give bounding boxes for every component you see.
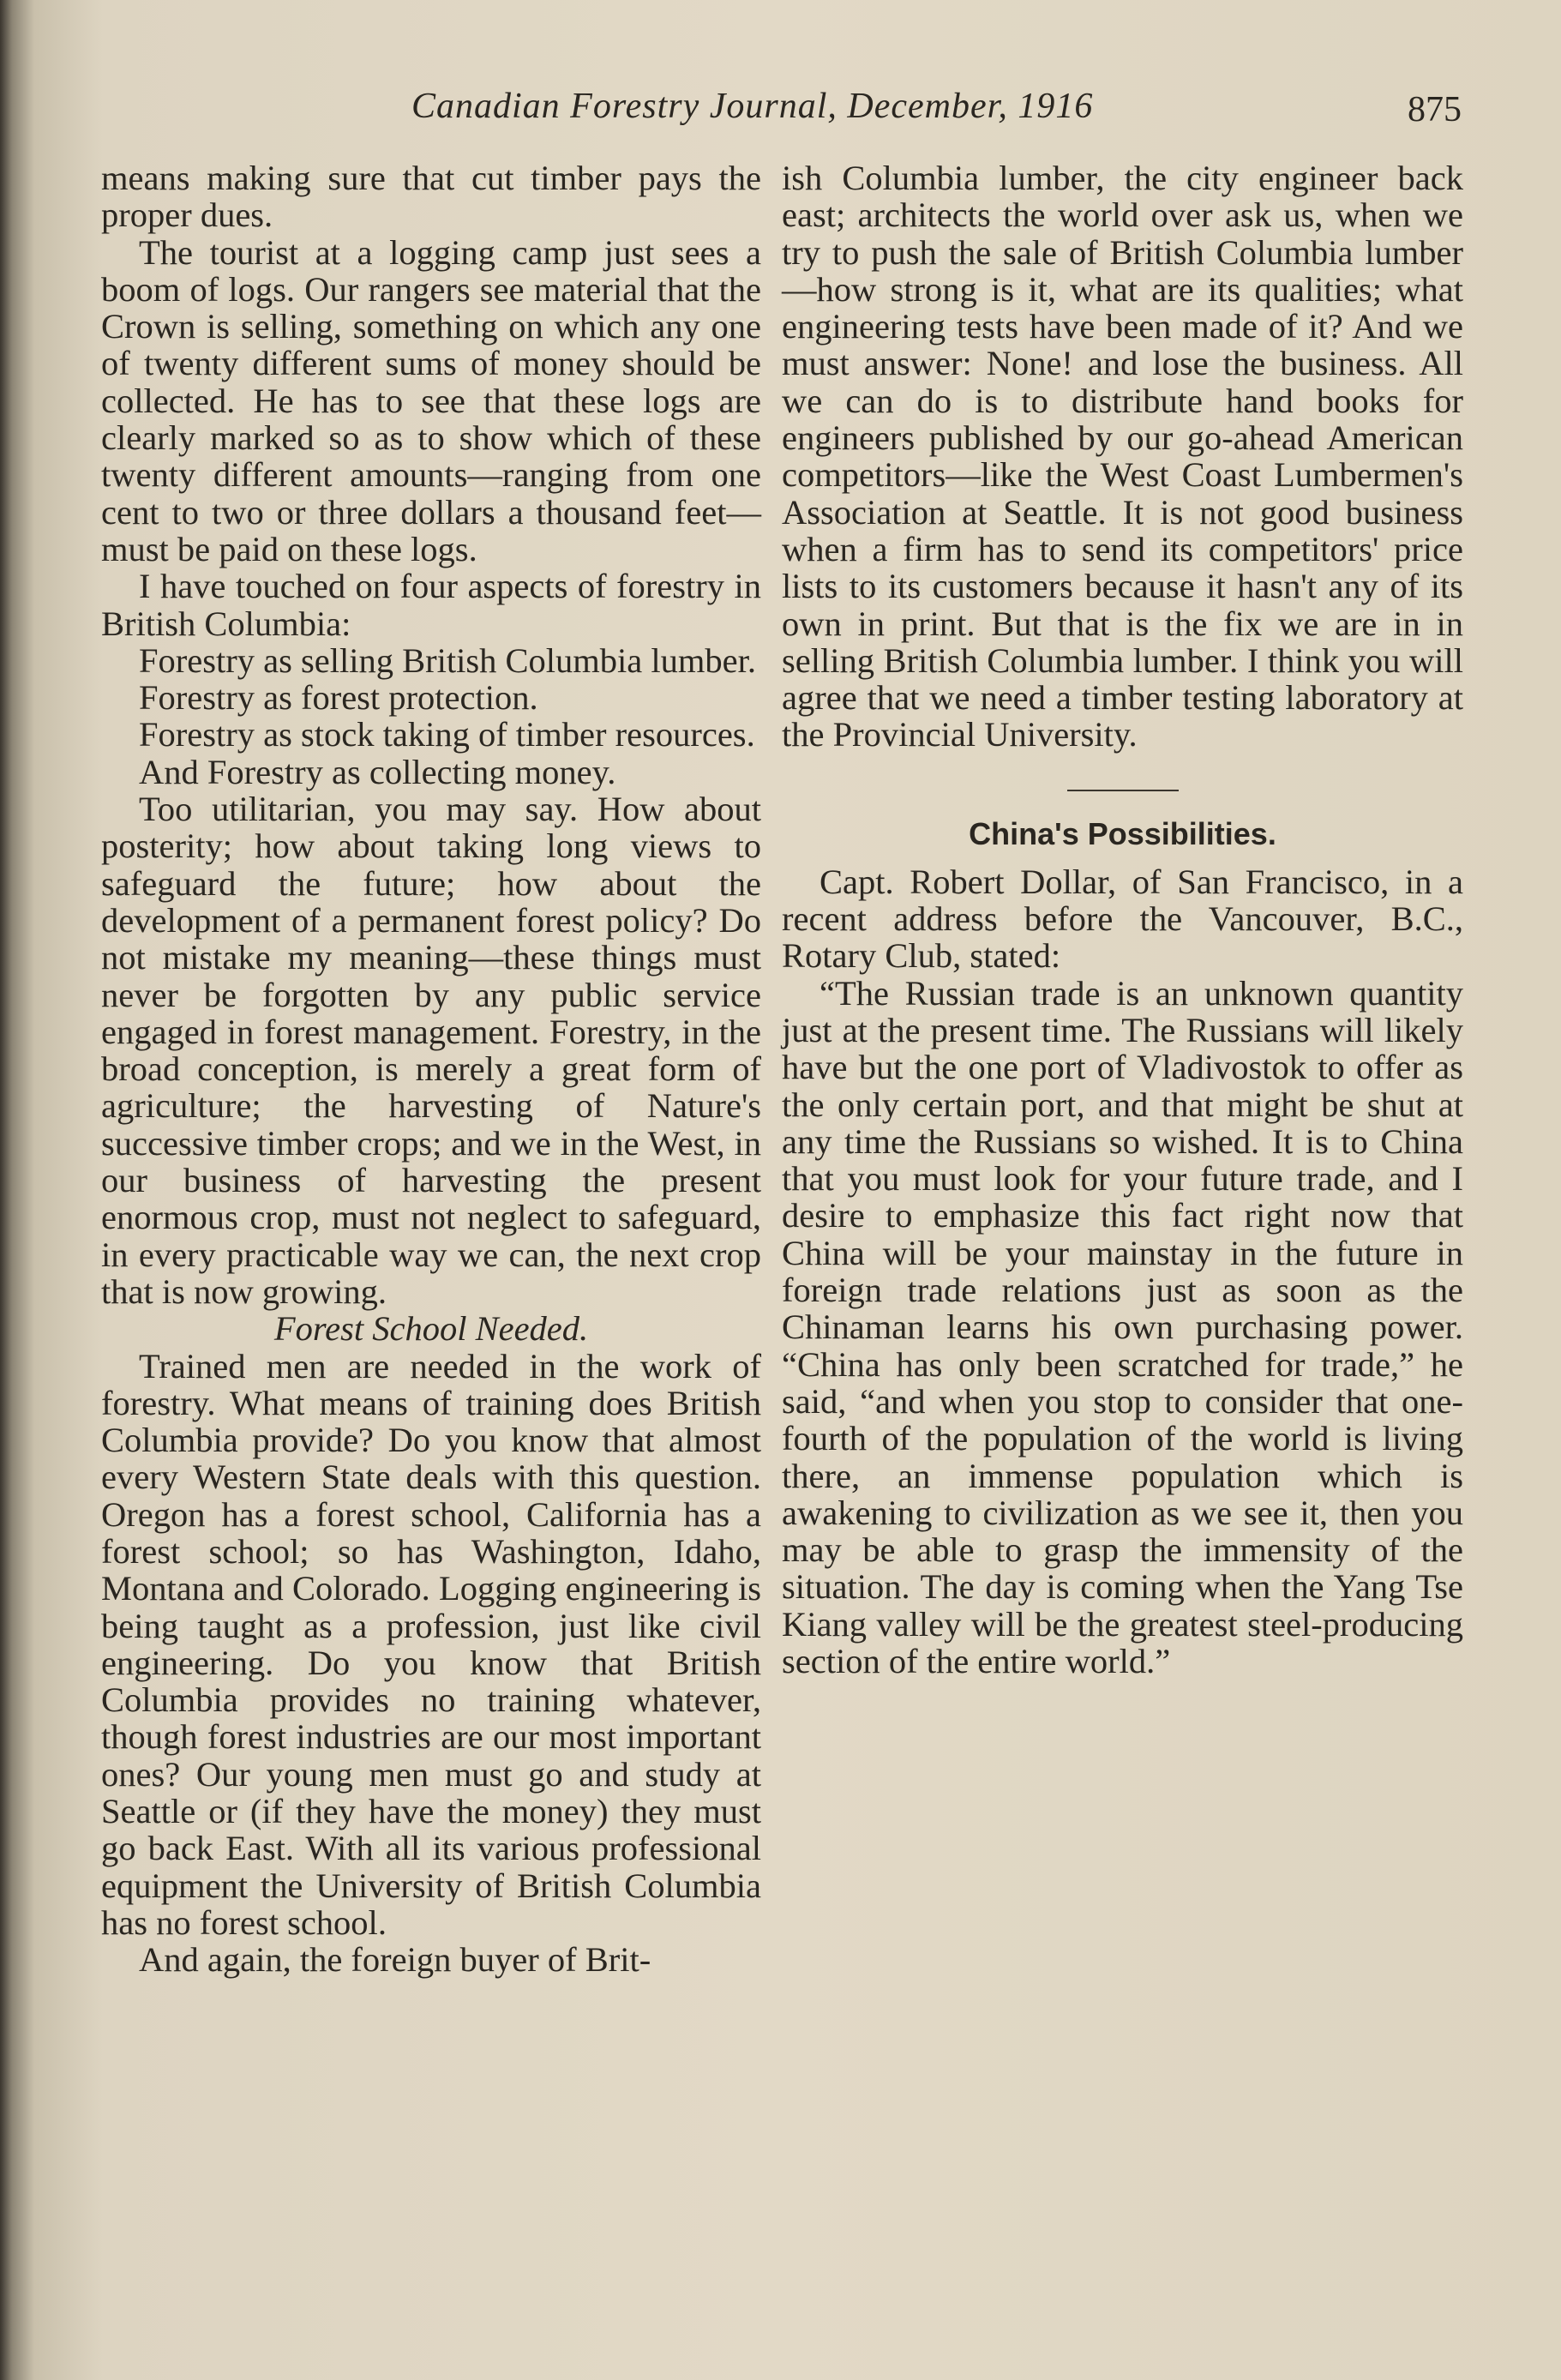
paragraph: Forestry as stock taking of timber resources. xyxy=(139,715,755,754)
paragraph: ish Columbia lumber, the city engineer back east; architects the world over ask us, when we try to push the sale of British Columbia lumber—how strong is it, what are its qualities; what engineering tests have been made of it? And we must answer: None! and lose the business. All we can do is to distribute hand books for engineers published by our go-ahead American competitors—like the West Coast Lumbermen's Association at Seattle. It is not good business when a firm has to send its competitors' price lists to its customers because it hasn't any of its own in print. But that is the fix we are in in selling British Columbia lumber. I think you will agree that we need a timber testing laboratory at the Provincial University. xyxy=(782,159,1463,754)
paragraph: Trained men are needed in the work of forestry. What means of training does British Columbia provide? Do you know that almost every Western State deals with this question. Oregon has a forest school, California has a forest school; so has Washington, Idaho, Montana and Colorado. Logging engineering is being taught as a profession, just like civil engineering. Do you know that British Columbia provides no training whatever, though forest industries are our most important ones? Our young men must go and study at Seattle or (if they have the money) they must go back East. With all its various professional equipment the University of British Columbia has no forest school. xyxy=(101,1346,761,1942)
section-heading: China's Possibilities. xyxy=(969,815,1276,851)
left-column xyxy=(101,159,761,1979)
paragraph: Forestry as forest protection. xyxy=(139,678,538,718)
paragraph: The tourist at a logging camp just sees a boom of logs. Our rangers see material that the Crown is selling, something on which any one of twenty different sums of money should be collected. He has to see that these logs are clearly marked so as to show which of these twenty different amounts—ranging from one cent to two or three dollars a thousand feet—must be paid on these logs. xyxy=(101,232,761,568)
paragraph: “The Russian trade is an unknown quantity just at the present time. The Russians will likely have but the one port of Vladivostok to offer as the only certain port, and that might be shut at any time the Russians so wished. It is to China that you must look for your future trade, and I desire to emphasize this fact right now that China will be your mainstay in the future in foreign trade relations just as soon as the Chinaman learns his own purchasing power. “China has only been scratched for trade,” he said, “and when you stop to consider that one-fourth of the population of the world is living there, an immense population which is awakening to civilization as we see it, then you may be able to grasp the immensity of the situation. The day is coming when the Yang Tse Kiang valley will be the greatest steel-producing section of the entire world.” xyxy=(782,973,1463,1680)
paragraph: Forestry as selling British Columbia lumber. xyxy=(139,640,756,680)
page-number: 875 xyxy=(1408,90,1462,129)
running-header xyxy=(0,86,1561,137)
journal-title: Canadian Forestry Journal, December, 1916 xyxy=(411,87,1094,126)
right-column xyxy=(782,159,1463,1680)
paragraph: And again, the foreign buyer of Brit- xyxy=(139,1940,651,1980)
paragraph: I have touched on four aspects of forestry in British Columbia: xyxy=(101,567,761,643)
paragraph: means making sure that cut timber pays the proper dues. xyxy=(101,159,761,235)
paragraph: Too utilitarian, you may say. How about posterity; how about taking long views to safeguard the future; how about the development of a permanent forest policy? Do not mistake my meaning—these things must never be forgotten by any public service engaged in forest management. Forestry, in the broad conception, is merely a great form of agriculture; the harvesting of Nature's successive timber crops; and we in the West, in our business of harvesting the present enormous crop, must not neglect to safeguard, in every practicable way we can, the next crop that is now growing. xyxy=(101,790,761,1311)
right-column-top xyxy=(782,159,1463,754)
section-divider xyxy=(1067,790,1179,791)
subheading: Forest School Needed. xyxy=(273,1309,589,1349)
paragraph: And Forestry as collecting money. xyxy=(139,752,616,791)
right-column-bottom xyxy=(782,863,1463,1680)
paragraph: Capt. Robert Dollar, of San Francisco, in a recent address before the Vancouver, B.C., Rotary Club, stated: xyxy=(782,862,1463,976)
